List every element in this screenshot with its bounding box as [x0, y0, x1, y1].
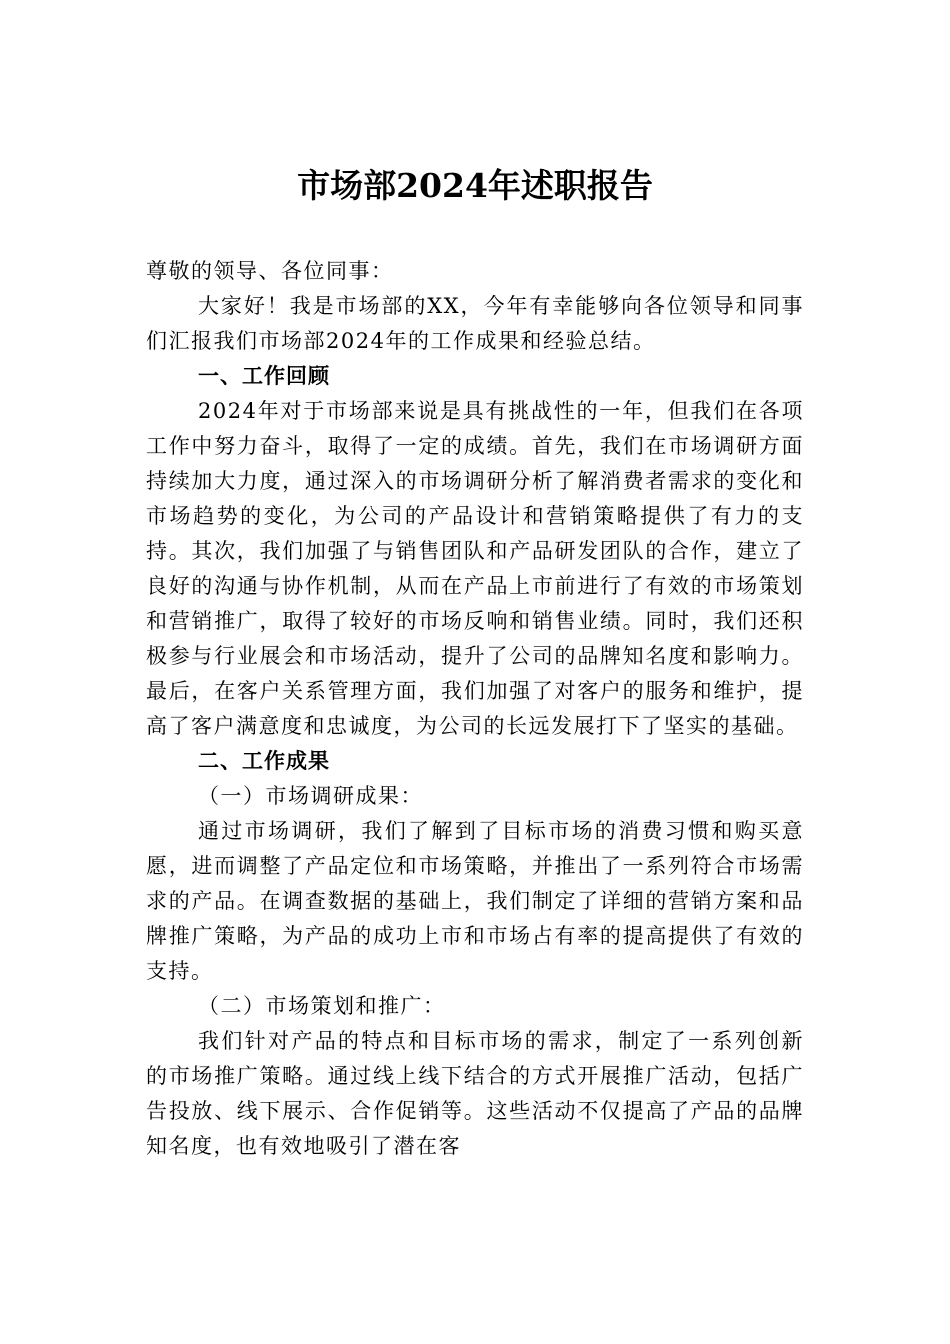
- intro-paragraph: 大家好！我是市场部的XX，今年有幸能够向各位领导和同事们汇报我们市场部2024年的工作成果和经验总结。: [146, 294, 804, 353]
- subheading-market-research: （一）市场调研成果：: [198, 784, 423, 808]
- salutation: 尊敬的领导、各位同事：: [146, 259, 394, 283]
- review-paragraph: 2024年对于市场部来说是具有挑战性的一年，但我们在各项工作中努力奋斗，取得了一定的成绩。首先，我们在市场调研方面持续加大力度，通过深入的市场调研分析了解消费者需求的变化和市场趋势的变化，为公司的产品设计和营销策略提供了有力的支持。其次，我们加强了与销售团队和产品研发团队的合作，建立了良好的沟通与协作机制，从而在产品上市前进行了有效的市场策划和营销推广，取得了较好的市场反响和销售业绩。同时，我们还积极参与行业展会和市场活动，提升了公司的品牌知名度和影响力。最后，在客户关系管理方面，我们加强了对客户的服务和维护，提高了客户满意度和忠诚度，为公司的长远发展打下了坚实的基础。: [146, 399, 804, 738]
- document-title: 市场部2024年述职报告: [297, 166, 653, 205]
- section-heading-results: 二、工作成果: [198, 749, 330, 773]
- section-heading-review: 一、工作回顾: [198, 364, 330, 388]
- subheading-market-planning: （二）市场策划和推广：: [198, 994, 446, 1018]
- document-body: [146, 254, 804, 1164]
- market-planning-paragraph: 我们针对产品的特点和目标市场的需求，制定了一系列创新的市场推广策略。通过线上线下结合的方式开展推广活动，包括广告投放、线下展示、合作促销等。这些活动不仅提高了产品的品牌知名度，也有效地吸引了潜在客: [146, 1029, 804, 1158]
- market-research-paragraph: 通过市场调研，我们了解到了目标市场的消费习惯和购买意愿，进而调整了产品定位和市场策略，并推出了一系列符合市场需求的产品。在调查数据的基础上，我们制定了详细的营销方案和品牌推广策略，为产品的成功上市和市场占有率的提高提供了有效的支持。: [146, 819, 804, 983]
